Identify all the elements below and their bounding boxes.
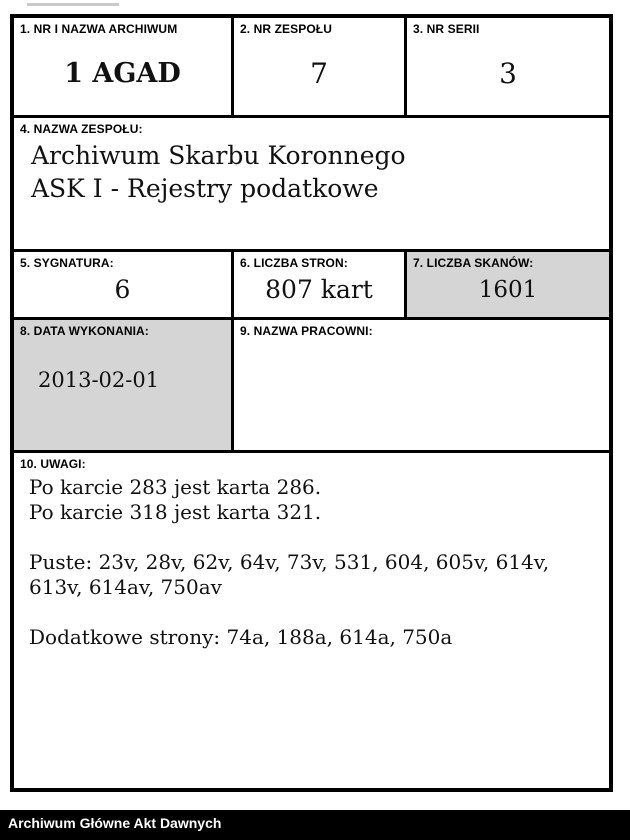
fonds-name-value	[14, 136, 609, 205]
remarks-line: Puste: 23v, 28v, 62v, 64v, 73v, 531, 604, 605v, 614v,	[29, 550, 550, 574]
footer-archive-name: Archiwum Główne Akt Dawnych	[8, 815, 222, 831]
archive-label: 1. NR I NAZWA ARCHIWUM	[20, 22, 178, 36]
cell-series-number	[407, 18, 609, 115]
cell-scan-count	[407, 252, 609, 317]
row-archive-numbers	[14, 18, 609, 118]
row-date-workshop	[14, 320, 609, 453]
archive-value: 1 AGAD	[64, 58, 181, 89]
cell-fonds-number	[234, 18, 407, 115]
execution-date-value: 2013-02-01	[38, 368, 160, 392]
cell-signature	[14, 252, 234, 317]
footer-bar	[0, 810, 630, 840]
remarks-line	[29, 600, 599, 625]
cell-execution-date	[14, 320, 234, 450]
fonds-name-line: Archiwum Skarbu Koronnego	[31, 141, 406, 170]
cell-fonds-name	[14, 118, 609, 249]
remarks-value	[14, 471, 609, 650]
page-count-value: 807 kart	[265, 275, 373, 304]
remarks-label: 10. UWAGI:	[20, 457, 86, 471]
scan-artifact	[27, 3, 119, 6]
row-fonds-name	[14, 118, 609, 252]
signature-label: 5. SYGNATURA:	[20, 256, 114, 270]
remarks-line	[29, 525, 599, 550]
fonds-number-label: 2. NR ZESPOŁU	[240, 22, 332, 36]
scan-count-value: 1601	[478, 276, 538, 303]
cell-archive	[14, 18, 234, 115]
scan-count-label: 7. LICZBA SKANÓW:	[413, 256, 534, 270]
series-number-value: 3	[499, 57, 517, 90]
page-count-label: 6. LICZBA STRON:	[240, 256, 348, 270]
archive-card-table	[10, 14, 613, 792]
remarks-line: Po karcie 318 jest karta 321.	[29, 500, 322, 524]
cell-workshop-name	[234, 320, 609, 450]
fonds-name-line: ASK I - Rejestry podatkowe	[31, 174, 379, 203]
fonds-name-label: 4. NAZWA ZESPOŁU:	[20, 122, 143, 136]
workshop-name-label: 9. NAZWA PRACOWNI:	[240, 324, 373, 338]
signature-value: 6	[114, 275, 131, 304]
row-remarks	[14, 453, 609, 788]
row-counts	[14, 252, 609, 320]
workshop-name-value	[234, 338, 609, 450]
cell-page-count	[234, 252, 407, 317]
fonds-number-value: 7	[310, 57, 328, 90]
remarks-line: Dodatkowe strony: 74a, 188a, 614a, 750a	[29, 625, 453, 649]
cell-remarks	[14, 453, 609, 788]
series-number-label: 3. NR SERII	[413, 22, 480, 36]
execution-date-label: 8. DATA WYKONANIA:	[20, 324, 149, 338]
remarks-line: Po karcie 283 jest karta 286.	[29, 475, 322, 499]
remarks-line: 613v, 614av, 750av	[29, 575, 222, 599]
